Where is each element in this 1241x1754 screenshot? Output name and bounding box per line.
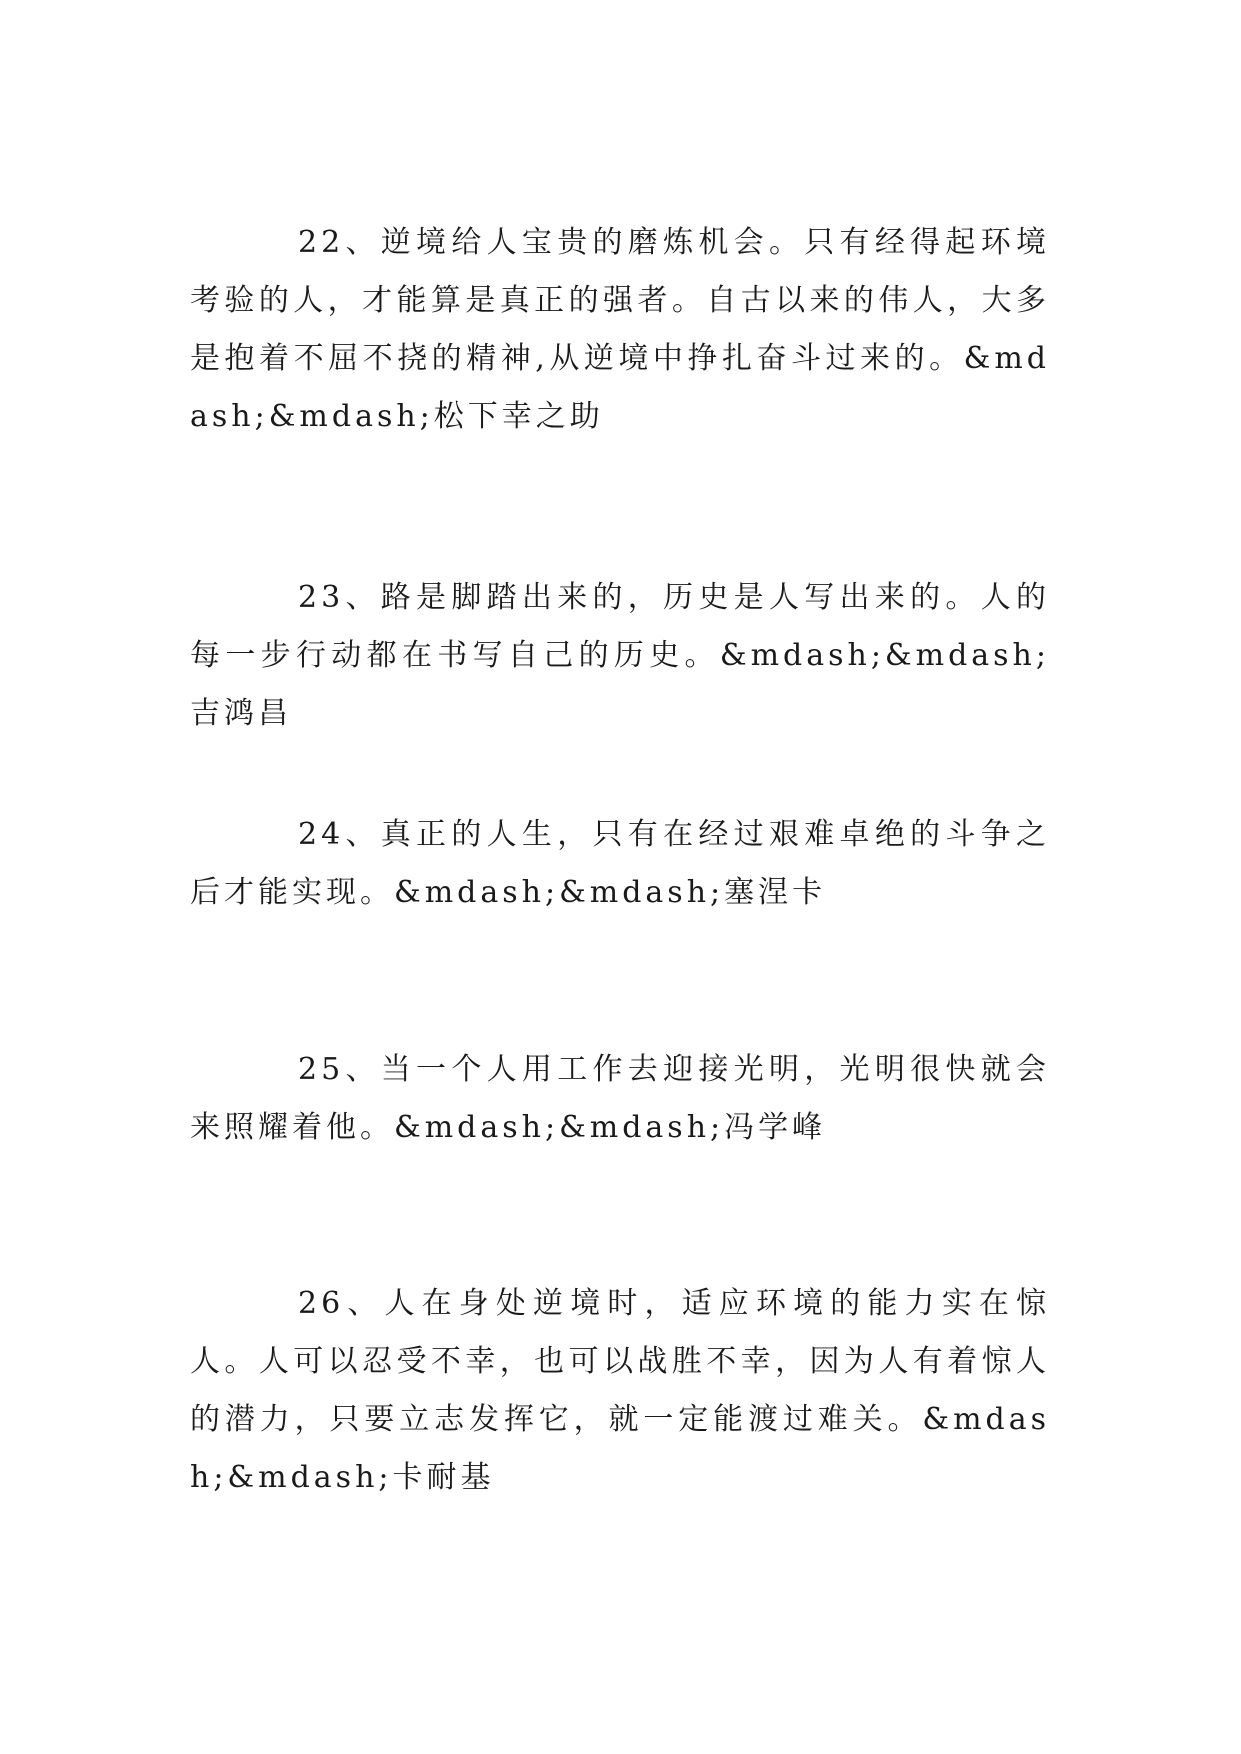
quote-paragraph-24: 24、真正的人生，只有在经过艰难卓绝的斗争之后才能实现。&mdash;&mdash;塞涅卡	[190, 817, 1050, 910]
quote-paragraph-23: 23、路是脚踏出来的，历史是人写出来的。人的每一步行动都在书写自己的历史。&mdash;&mdash;吉鸿昌	[190, 580, 1050, 731]
quote-paragraph-26: 26、人在身处逆境时，适应环境的能力实在惊人。人可以忍受不幸，也可以战胜不幸，因为人有着惊人的潜力，只要立志发挥它，就一定能渡过难关。&mdash;&mdash;卡耐基	[190, 1286, 1050, 1495]
quote-paragraph-25: 25、当一个人用工作去迎接光明，光明很快就会来照耀着他。&mdash;&mdash;冯学峰	[190, 1052, 1050, 1145]
quote-paragraph-22: 22、逆境给人宝贵的磨炼机会。只有经得起环境考验的人，才能算是真正的强者。自古以来的伟人，大多是抱着不屈不挠的精神,从逆境中挣扎奋斗过来的。&mdash;&mdash;松下幸之助	[190, 225, 1050, 434]
